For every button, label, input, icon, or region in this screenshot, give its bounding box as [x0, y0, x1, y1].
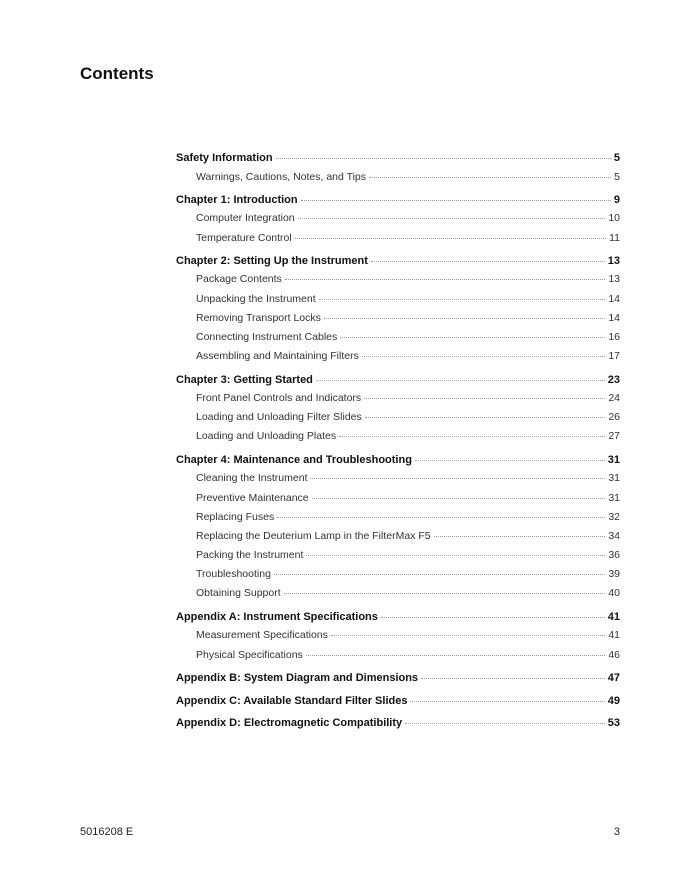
- dot-leader: [306, 555, 605, 556]
- toc-entry-page: 31: [608, 472, 620, 485]
- toc-section-entry[interactable]: [176, 649, 620, 668]
- toc-entry-page: 32: [608, 510, 620, 523]
- toc-entry-page: 17: [608, 350, 620, 363]
- toc-entry-page: 26: [608, 411, 620, 424]
- toc-chapter-entry[interactable]: [176, 611, 620, 630]
- toc-entry-page: 5: [613, 152, 620, 164]
- toc-entry-label: Computer Integration: [196, 212, 295, 225]
- dot-leader: [381, 617, 605, 618]
- toc-entry-label: Warnings, Cautions, Notes, and Tips: [196, 170, 367, 183]
- toc-entry-page: 23: [607, 373, 620, 386]
- dot-leader: [371, 261, 605, 262]
- dot-leader: [331, 635, 605, 636]
- toc-entry-label: Connecting Instrument Cables: [196, 331, 338, 343]
- toc-entry-page: 31: [608, 491, 620, 504]
- toc-entry-page: 11: [609, 231, 620, 244]
- toc-chapter-entry[interactable]: [176, 672, 620, 691]
- toc-chapter-entry[interactable]: [176, 374, 620, 393]
- toc-entry-page: 13: [608, 273, 620, 286]
- dot-leader: [339, 436, 605, 437]
- dot-leader: [421, 678, 605, 679]
- toc-entry-label: Replacing Fuses: [196, 510, 275, 523]
- toc-entry-page: 41: [608, 629, 620, 642]
- toc-section-entry[interactable]: [176, 530, 620, 549]
- toc-entry-label: Package Contents: [196, 273, 282, 286]
- dot-leader: [324, 318, 605, 319]
- toc-section-entry[interactable]: [176, 350, 620, 369]
- dot-leader: [340, 337, 605, 338]
- toc-entry-page: 46: [608, 648, 620, 661]
- toc-entry-page: 31: [607, 453, 620, 466]
- dot-leader: [365, 417, 606, 418]
- toc-entry-label: Safety Information: [176, 152, 273, 164]
- table-of-contents: [176, 152, 620, 736]
- toc-section-entry[interactable]: [176, 392, 620, 411]
- toc-entry-page: 5: [614, 170, 620, 183]
- toc-entry-label: Cleaning the Instrument: [196, 472, 308, 485]
- toc-section-entry[interactable]: [176, 273, 620, 292]
- dot-leader: [276, 158, 611, 159]
- dot-leader: [369, 177, 611, 178]
- dot-leader: [319, 299, 606, 300]
- toc-entry-label: Measurement Specifications: [196, 629, 328, 642]
- toc-entry-label: Packing the Instrument: [196, 549, 304, 562]
- toc-chapter-entry[interactable]: [176, 255, 620, 274]
- toc-section-entry[interactable]: [176, 212, 620, 231]
- toc-entry-label: Appendix B: System Diagram and Dimensions: [176, 671, 419, 684]
- toc-section-entry[interactable]: [176, 568, 620, 587]
- toc-entry-page: 36: [608, 549, 620, 562]
- toc-entry-label: Chapter 4: Maintenance and Troubleshooting: [176, 453, 412, 466]
- dot-leader: [434, 536, 606, 537]
- dot-leader: [310, 478, 605, 479]
- dot-leader: [410, 701, 604, 702]
- toc-entry-page: 34: [608, 529, 620, 542]
- toc-chapter-entry[interactable]: [176, 454, 620, 473]
- toc-entry-label: Removing Transport Locks: [196, 311, 321, 324]
- toc-section-entry[interactable]: [176, 232, 620, 251]
- toc-entry-label: Assembling and Maintaining Filters: [196, 350, 359, 363]
- page-title: Contents: [80, 64, 154, 83]
- toc-entry-label: Appendix A: Instrument Specifications: [176, 610, 378, 623]
- toc-entry-label: Front Panel Controls and Indicators: [196, 392, 362, 405]
- dot-leader: [298, 218, 606, 219]
- toc-chapter-entry[interactable]: [176, 194, 620, 213]
- toc-chapter-entry[interactable]: [176, 152, 620, 171]
- document-number: 5016208 E: [80, 826, 134, 838]
- toc-entry-label: Unpacking the Instrument: [196, 292, 316, 305]
- toc-entry-page: 14: [608, 311, 620, 324]
- toc-entry-page: 41: [607, 610, 620, 623]
- toc-section-entry[interactable]: [176, 312, 620, 331]
- dot-leader: [362, 356, 605, 357]
- dot-leader: [306, 655, 606, 656]
- toc-entry-page: 49: [607, 694, 620, 707]
- dot-leader: [301, 200, 611, 201]
- toc-entry-page: 9: [613, 193, 620, 206]
- dot-leader: [284, 593, 606, 594]
- toc-section-entry[interactable]: [176, 171, 620, 190]
- toc-entry-label: Chapter 2: Setting Up the Instrument: [176, 254, 368, 267]
- toc-entry-page: 16: [608, 331, 620, 343]
- toc-entry-page: 40: [608, 587, 620, 600]
- dot-leader: [405, 723, 605, 724]
- toc-section-entry[interactable]: [176, 430, 620, 449]
- toc-section-entry[interactable]: [176, 411, 620, 430]
- toc-entry-label: Replacing the Deuterium Lamp in the FilterMax F5: [196, 529, 431, 542]
- toc-entry-label: Chapter 3: Getting Started: [176, 373, 313, 386]
- toc-entry-page: 53: [607, 717, 620, 730]
- toc-entry-page: 10: [608, 212, 620, 225]
- dot-leader: [285, 279, 606, 280]
- toc-entry-label: Physical Specifications: [196, 648, 303, 661]
- toc-section-entry[interactable]: [176, 511, 620, 530]
- toc-entry-page: 13: [607, 254, 620, 267]
- toc-entry-page: 39: [608, 568, 620, 581]
- toc-section-entry[interactable]: [176, 549, 620, 568]
- toc-entry-page: 24: [608, 392, 620, 405]
- toc-section-entry[interactable]: [176, 629, 620, 648]
- toc-entry-label: Preventive Maintenance: [196, 491, 309, 504]
- dot-leader: [312, 498, 606, 499]
- dot-leader: [415, 460, 605, 461]
- toc-entry-label: Appendix D: Electromagnetic Compatibility: [176, 717, 403, 730]
- toc-section-entry[interactable]: [176, 331, 620, 350]
- toc-section-entry[interactable]: [176, 587, 620, 606]
- toc-entry-page: 47: [607, 671, 620, 684]
- dot-leader: [295, 238, 606, 239]
- toc-entry-label: Obtaining Support: [196, 587, 281, 600]
- toc-chapter-entry[interactable]: [176, 717, 620, 736]
- toc-entry-page: 27: [608, 430, 620, 443]
- dot-leader: [364, 398, 605, 399]
- toc-section-entry[interactable]: [176, 492, 620, 511]
- toc-entry-label: Loading and Unloading Filter Slides: [196, 411, 362, 424]
- toc-entry-label: Chapter 1: Introduction: [176, 193, 298, 206]
- toc-section-entry[interactable]: [176, 293, 620, 312]
- toc-entry-label: Troubleshooting: [196, 568, 271, 581]
- toc-entry-label: Temperature Control: [196, 231, 292, 244]
- dot-leader: [277, 517, 605, 518]
- dot-leader: [316, 380, 605, 381]
- toc-entry-label: Appendix C: Available Standard Filter Slides: [176, 694, 408, 707]
- toc-entry-page: 14: [608, 292, 620, 305]
- toc-section-entry[interactable]: [176, 472, 620, 491]
- page-number: 3: [613, 826, 620, 838]
- toc-chapter-entry[interactable]: [176, 695, 620, 714]
- dot-leader: [274, 574, 605, 575]
- toc-entry-label: Loading and Unloading Plates: [196, 430, 337, 443]
